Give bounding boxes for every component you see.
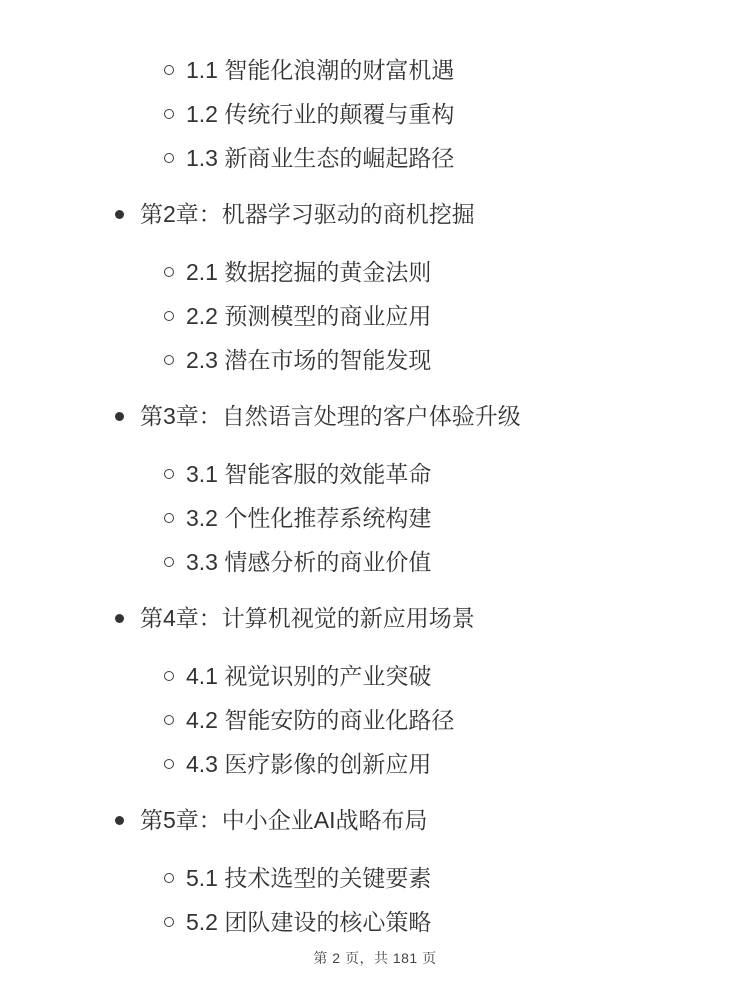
hollow-bullet-icon: [164, 267, 174, 277]
toc-chapter-block: [0, 192, 750, 382]
hollow-bullet-icon: [164, 513, 174, 523]
toc-section-label: 2.2 预测模型的商业应用: [186, 303, 432, 329]
toc-continued-section-list: [0, 48, 750, 180]
toc-chapter-label: 第5章：中小企业AI战略布局: [140, 807, 428, 833]
toc-chapter-label: 第3章：自然语言处理的客户体验升级: [140, 403, 521, 429]
toc-section-label: 4.2 智能安防的商业化路径: [186, 707, 455, 733]
filled-bullet-icon: [115, 614, 124, 623]
toc-section-label: 4.1 视觉识别的产业突破: [186, 663, 432, 689]
toc-section-item: [164, 900, 750, 944]
toc-section-item: [164, 136, 750, 180]
toc-chapter-item: [115, 798, 750, 842]
filled-bullet-icon: [115, 210, 124, 219]
toc-chapter-label: 第2章：机器学习驱动的商机挖掘: [140, 201, 475, 227]
toc-section-label: 3.3 情感分析的商业价值: [186, 549, 432, 575]
toc-section-item: [164, 48, 750, 92]
toc-section-label: 4.3 医疗影像的创新应用: [186, 751, 432, 777]
toc-section-item: [164, 698, 750, 742]
hollow-bullet-icon: [164, 153, 174, 163]
hollow-bullet-icon: [164, 671, 174, 681]
toc-section-item: [164, 338, 750, 382]
hollow-bullet-icon: [164, 759, 174, 769]
toc-section-item: [164, 856, 750, 900]
toc-chapter-item: [115, 394, 750, 438]
hollow-bullet-icon: [164, 715, 174, 725]
toc-chapter-block: [0, 596, 750, 786]
toc-section-item: [164, 742, 750, 786]
toc-chapter-label: 第4章：计算机视觉的新应用场景: [140, 605, 475, 631]
filled-bullet-icon: [115, 816, 124, 825]
toc-section-label: 1.1 智能化浪潮的财富机遇: [186, 57, 455, 83]
toc-section-label: 2.1 数据挖掘的黄金法则: [186, 259, 432, 285]
toc-section-label: 1.3 新商业生态的崛起路径: [186, 145, 455, 171]
hollow-bullet-icon: [164, 557, 174, 567]
toc-section-item: [164, 496, 750, 540]
toc-section-label: 5.2 团队建设的核心策略: [186, 909, 432, 935]
hollow-bullet-icon: [164, 917, 174, 927]
toc-section-item: [164, 250, 750, 294]
toc-chapter-block: [0, 394, 750, 584]
hollow-bullet-icon: [164, 311, 174, 321]
hollow-bullet-icon: [164, 469, 174, 479]
hollow-bullet-icon: [164, 109, 174, 119]
hollow-bullet-icon: [164, 355, 174, 365]
toc-section-item: [164, 92, 750, 136]
toc-section-item: [164, 294, 750, 338]
toc-section-label: 3.1 智能客服的效能革命: [186, 461, 432, 487]
toc-section-item: [164, 540, 750, 584]
toc-section-label: 1.2 传统行业的颠覆与重构: [186, 101, 455, 127]
toc-section-item: [164, 654, 750, 698]
hollow-bullet-icon: [164, 873, 174, 883]
hollow-bullet-icon: [164, 65, 174, 75]
toc-section-label: 3.2 个性化推荐系统构建: [186, 505, 432, 531]
toc-chapter-item: [115, 596, 750, 640]
toc-section-item: [164, 452, 750, 496]
toc-chapter-block: [0, 798, 750, 944]
page-number-footer: 第 2 页，共 181 页: [313, 950, 437, 966]
toc-section-label: 2.3 潜在市场的智能发现: [186, 347, 432, 373]
toc-section-label: 5.1 技术选型的关键要素: [186, 865, 432, 891]
filled-bullet-icon: [115, 412, 124, 421]
toc-chapter-item: [115, 192, 750, 236]
